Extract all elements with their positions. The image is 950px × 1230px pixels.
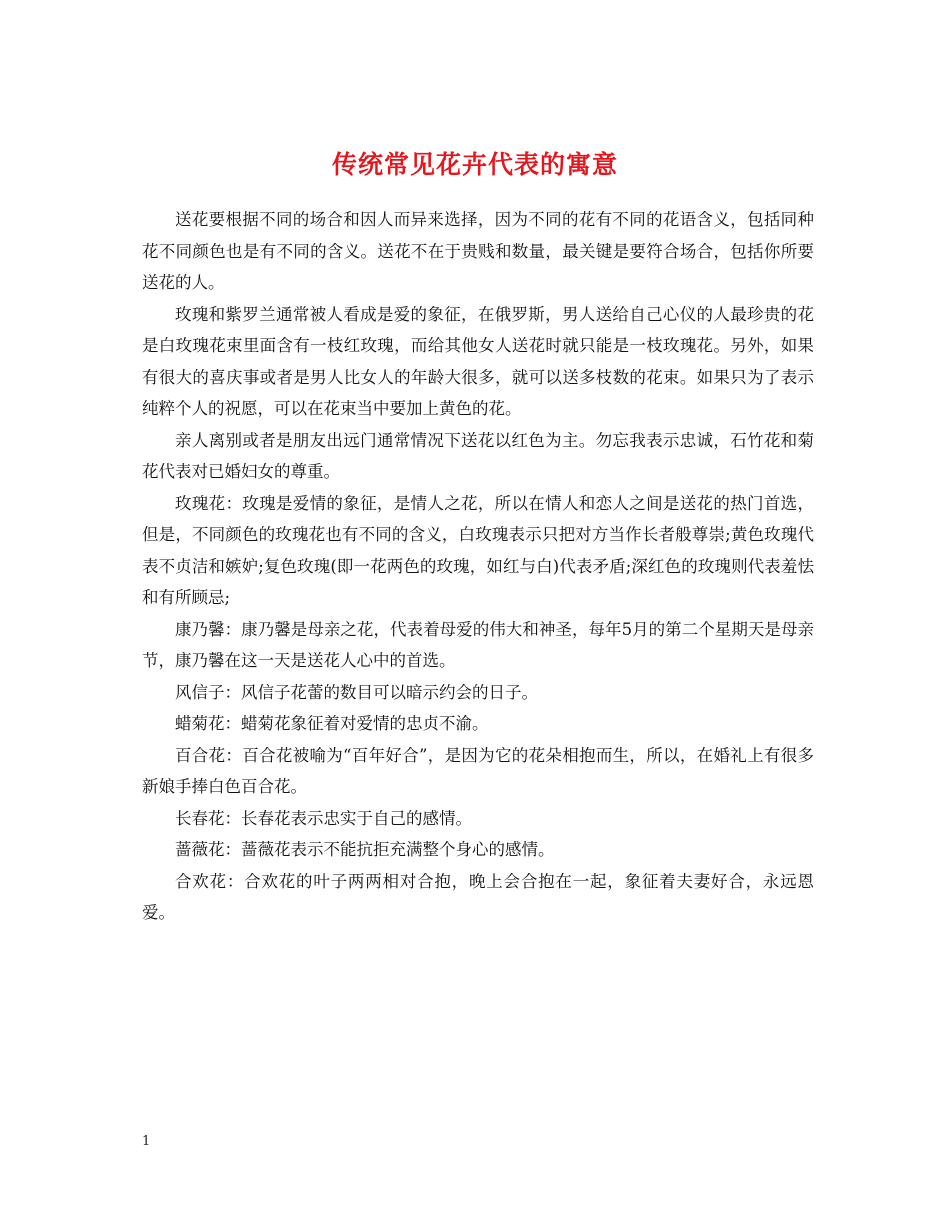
paragraph-silk-tree: 合欢花：合欢花的叶子两两相对合抱，晚上会合抱在一起，象征着夫妻好合，永远恩爱。 [142,871,814,922]
paragraph-hyacinth: 风信子：风信子花蕾的数目可以暗示约会的日子。 [175,682,538,702]
paragraph-carnation: 康乃馨：康乃馨是母亲之花，代表着母爱的伟大和神圣，每年5月的第二个星期天是母亲节，康乃馨在这一天是送花人心中的首选。 [142,619,814,670]
paragraph-periwinkle: 长春花：长春花表示忠实于自己的感情。 [175,808,472,828]
paragraph-lily: 百合花：百合花被喻为“百年好合”，是因为它的花朵相抱而生，所以，在婚礼上有很多新娘手捧白色百合花。 [142,745,814,796]
paragraph-strawflower: 蜡菊花：蜡菊花象征着对爱情的忠贞不渝。 [175,714,489,733]
document-title: 传统常见花卉代表的寓意 [331,149,618,179]
paragraph-farewell: 亲人离别或者是朋友出远门通常情况下送花以红色为主。勿忘我表示忠诚，石竹花和菊花代表对已婚妇女的尊重。 [142,430,814,481]
paragraph-rose: 玫瑰花：玫瑰是爱情的象征，是情人之花，所以在情人和恋人之间是送花的热门首选，但是，不同颜色的玫瑰花也有不同的含义，白玫瑰表示只把对方当作长者般尊崇;黄色玫瑰代表不贞洁和嫉妒;复色玫瑰(即一花两色的玫瑰，如红与白)代表矛盾;深红色的玫瑰则代表羞怯和有所顾忌; [142,493,814,607]
document-body [142,204,814,929]
paragraph-rose-violet: 玫瑰和紫罗兰通常被人看成是爱的象征，在俄罗斯，男人送给自己心仪的人最珍贵的花是白玫瑰花束里面含有一枝红玫瑰，而给其他女人送花时就只能是一枝玫瑰花。另外，如果有很大的喜庆事或者是男人比女人的年龄大很多，就可以送多枝数的花束。如果只为了表示纯粹个人的祝愿，可以在花束当中要加上黄色的花。 [142,304,814,418]
page-number: 1 [142,1134,151,1149]
paragraph-intro: 送花要根据不同的场合和因人而异来选择，因为不同的花有不同的花语含义，包括同种花不同颜色也是有不同的含义。送花不在于贵贱和数量，最关键是要符合场合，包括你所要送花的人。 [142,210,814,292]
paragraph-wild-rose: 蔷薇花：蔷薇花表示不能抗拒充满整个身心的感情。 [175,840,555,859]
